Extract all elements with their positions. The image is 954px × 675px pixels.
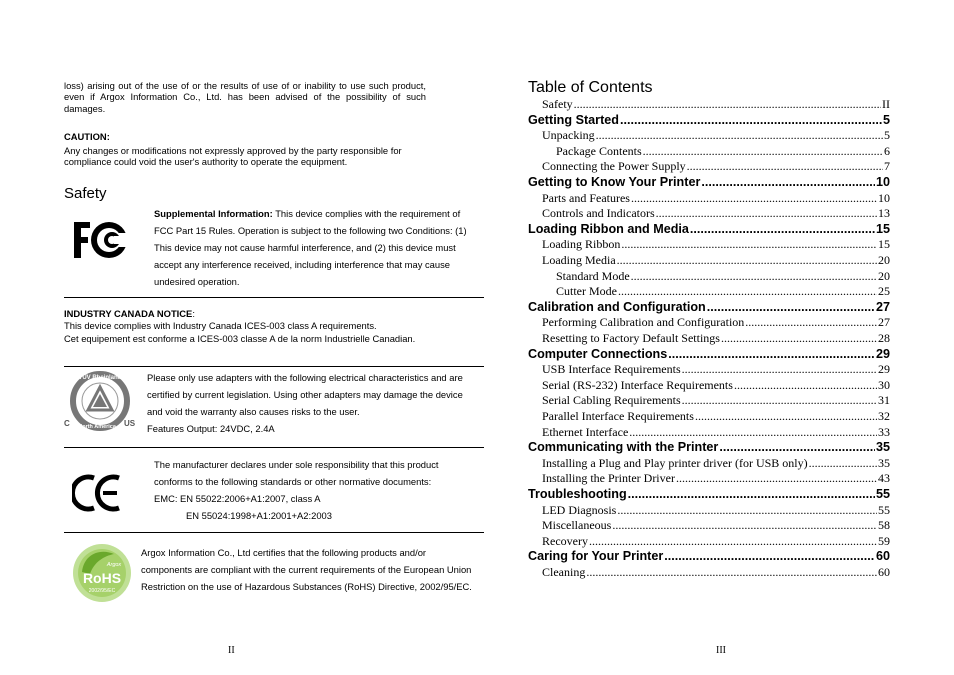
toc-entry-label: Calibration and Configuration <box>528 299 706 314</box>
toc-entry-page: 10 <box>875 175 890 189</box>
toc-entry-label: Cutter Mode <box>556 284 617 299</box>
toc-title: Table of Contents <box>528 79 653 96</box>
toc-entry-page: 15 <box>878 237 890 252</box>
ce-line2: conforms to the following standards or other normative documents: <box>154 476 432 487</box>
ce-line1: The manufacturer declares under sole responsibility that this product <box>154 459 439 470</box>
toc-entry[interactable] <box>528 113 890 127</box>
toc-entry-label: Resetting to Factory Default Settings <box>542 331 720 345</box>
toc-leader-dots <box>664 549 875 563</box>
divider <box>64 447 484 448</box>
toc-entry-page: 55 <box>875 487 890 501</box>
toc-leader-dots <box>620 113 882 127</box>
toc-entry-page: 29 <box>875 346 890 361</box>
toc-entry-page: 29 <box>878 362 890 377</box>
svg-text:RoHS: RoHS <box>82 570 122 586</box>
canada-line2: Cet equipement est conforme a ICES-003 classe A de la norm Industrielle Canadian. <box>64 333 416 344</box>
toc-leader-dots <box>629 425 877 440</box>
toc-entry[interactable] <box>528 456 890 471</box>
toc-entry-page: 32 <box>878 409 890 423</box>
toc-entry-page: 5 <box>882 112 890 127</box>
toc-entry-page: 43 <box>878 471 890 486</box>
toc-entry-label: Cleaning <box>542 565 586 579</box>
toc-entry-label: Installing a Plug and Play printer driver (for USB only) <box>542 455 808 470</box>
toc-entry-page: 25 <box>878 284 890 299</box>
right-page-number: III <box>716 645 726 656</box>
toc-leader-dots <box>586 565 877 580</box>
toc-entry-page: 31 <box>878 393 890 408</box>
toc-entry-page: 60 <box>875 549 890 564</box>
canada-heading: INDUSTRY CANADA NOTICE <box>64 308 193 319</box>
toc-entry[interactable] <box>528 549 890 563</box>
toc-entry[interactable] <box>528 534 890 549</box>
divider <box>64 297 484 298</box>
toc-entry[interactable] <box>528 237 890 252</box>
toc-entry[interactable] <box>528 222 890 236</box>
left-page-number: II <box>228 645 235 656</box>
toc-leader-dots <box>719 440 875 454</box>
divider <box>64 532 484 533</box>
toc-entry-label: Getting to Know Your Printer <box>528 175 701 189</box>
toc-entry-page: 35 <box>878 455 890 470</box>
toc-leader-dots <box>656 206 877 221</box>
toc-entry-page: 6 <box>884 143 890 158</box>
toc-entry-label: Communicating with the Printer <box>528 440 719 455</box>
toc-entry-label: Standard Mode <box>556 268 630 283</box>
toc-leader-dots <box>676 471 877 486</box>
toc-entry-label: Unpacking <box>542 128 595 143</box>
fcc-text: This device complies with the requirement of FCC Part 15 Rules. Operation is subject to the following two Conditions: (1) This device may not cause harmful interference, and (2) this device must accept any interference received, including interference that may cause undesired operation. <box>154 208 467 287</box>
toc-leader-dots <box>617 253 877 268</box>
toc-entry[interactable] <box>528 144 890 159</box>
rohs-leaf-icon <box>70 542 134 604</box>
toc-entry-page: 10 <box>878 190 890 205</box>
toc-entry-label: Caring for Your Printer <box>528 549 664 564</box>
ce-line3: EMC: EN 55022:2006+A1:2007, class A <box>154 493 321 504</box>
safety-heading: Safety <box>64 185 107 202</box>
toc-entry[interactable] <box>528 253 890 268</box>
toc-entry-label: Parallel Interface Requirements <box>542 409 694 423</box>
toc-entry-label: Loading Ribbon <box>542 237 621 252</box>
svg-text:Argox: Argox <box>106 562 122 568</box>
rohs-text: Argox Information Co., Ltd certifies that the following products and/or components are compliant with the current requirements of the European Union Restriction on the use of Hazardous Substances (RoHS) Directive, 2002/95/EC. <box>141 547 472 592</box>
toc-leader-dots <box>690 222 875 236</box>
toc-entry[interactable] <box>528 284 890 299</box>
toc-entry-page: 20 <box>878 253 890 267</box>
toc-entry-label: Performing Calibration and Configuration <box>542 315 745 330</box>
toc-entry-label: Troubleshooting <box>528 487 627 501</box>
rohs-logo <box>70 542 134 604</box>
toc-entry-page: 35 <box>875 440 890 455</box>
toc-leader-dots <box>631 191 877 206</box>
toc-entry[interactable] <box>528 269 890 284</box>
toc-entry-label: USB Interface Requirements <box>542 362 681 377</box>
fcc-logo <box>72 220 130 260</box>
toc-entry-page: 58 <box>878 518 890 533</box>
toc-leader-dots <box>687 159 883 174</box>
toc-entry-label: Getting Started <box>528 112 619 127</box>
toc-leader-dots <box>695 409 877 424</box>
toc-entry[interactable] <box>528 206 890 221</box>
toc-entry-page: 5 <box>884 128 890 143</box>
toc-entry-label: Computer Connections <box>528 346 668 361</box>
intro-paragraph: loss) arising out of the use of or the results of use of or inability to use such product, even if Argox Information Co., Ltd. has been advised of the possibility of such damages. <box>64 80 426 114</box>
toc-leader-dots <box>618 284 877 299</box>
toc-entry[interactable] <box>528 128 890 143</box>
svg-text:TÜV Rheinland: TÜV Rheinland <box>78 375 122 381</box>
toc-entry-label: Parts and Features <box>542 190 630 205</box>
toc-leader-dots <box>589 534 877 549</box>
toc-leader-dots <box>621 237 877 252</box>
toc-entry[interactable] <box>528 97 890 112</box>
toc-leader-dots <box>721 331 877 346</box>
svg-text:US: US <box>124 419 136 428</box>
toc-leader-dots <box>809 456 877 471</box>
canada-heading-line: INDUSTRY CANADA NOTICE: <box>64 308 195 319</box>
toc-entry[interactable] <box>528 300 890 314</box>
toc-leader-dots <box>734 378 877 393</box>
toc-entry-page: 27 <box>875 299 890 314</box>
svg-text:of North America, Inc.: of North America, Inc. <box>71 424 129 430</box>
canada-line1: This device complies with Industry Canada ICES-003 class A requirements. <box>64 320 377 331</box>
toc-entry[interactable] <box>528 315 890 330</box>
toc-entry-page: 27 <box>878 315 890 330</box>
ce-line4: EN 55024:1998+A1:2001+A2:2003 <box>186 510 332 521</box>
toc-entry[interactable] <box>528 393 890 408</box>
toc-entry-label: LED Diagnosis <box>542 502 617 517</box>
tuv-output: Features Output: 24VDC, 2.4A <box>147 423 275 434</box>
tuv-text: Please only use adapters with the following electrical characteristics and are certified by current legislation. Using other adapters may damage the device and void the warranty also causes risks to the user. <box>147 372 463 417</box>
toc-entry-page: 55 <box>878 502 890 517</box>
divider <box>64 366 484 367</box>
toc-entry[interactable] <box>528 159 890 174</box>
toc-entry[interactable] <box>528 471 890 486</box>
toc-entry-label: Serial (RS-232) Interface Requirements <box>542 377 733 392</box>
toc-entry[interactable] <box>528 487 890 501</box>
tuv-logo-icon <box>62 370 138 434</box>
ce-logo <box>72 472 124 514</box>
fcc-logo-icon <box>72 220 130 260</box>
toc-entry-page: 7 <box>884 159 890 174</box>
toc-entry[interactable] <box>528 440 890 454</box>
toc-leader-dots <box>612 518 877 533</box>
toc-entry-label: Recovery <box>542 533 588 548</box>
toc-entry-label: Serial Cabling Requirements <box>542 393 681 408</box>
toc-entry-page: 60 <box>878 565 890 579</box>
caution-heading: CAUTION: <box>64 131 110 142</box>
toc-leader-dots <box>574 97 881 112</box>
svg-text:2002/95/EC: 2002/95/EC <box>88 588 116 594</box>
toc-leader-dots <box>682 362 877 377</box>
svg-text:C: C <box>64 419 70 428</box>
toc-entry-label: Miscellaneous <box>542 518 612 533</box>
toc-leader-dots <box>701 175 875 189</box>
toc-entry-page: 28 <box>878 331 890 345</box>
toc-entry[interactable] <box>528 175 890 189</box>
toc-entry-page: 13 <box>878 206 890 221</box>
toc-entry[interactable] <box>528 565 890 580</box>
toc-entry-page: 20 <box>878 268 890 283</box>
toc-entry[interactable] <box>528 331 890 346</box>
toc-entry-label: Package Contents <box>556 143 642 158</box>
toc-entry[interactable] <box>528 362 890 377</box>
toc-entry[interactable] <box>528 191 890 206</box>
tuv-logo <box>62 370 138 434</box>
toc-leader-dots <box>628 487 875 501</box>
toc-entry-label: Connecting the Power Supply <box>542 159 686 174</box>
toc-entry-page: 59 <box>878 533 890 548</box>
toc-entry-label: Safety <box>542 97 573 111</box>
toc-entry[interactable] <box>528 503 890 518</box>
toc-entry-label: Loading Media <box>542 253 616 267</box>
toc-entry-page: 15 <box>875 221 890 236</box>
toc-entry-page: 33 <box>878 424 890 439</box>
toc-leader-dots <box>617 503 877 518</box>
ce-mark-icon <box>72 472 124 514</box>
toc-entry[interactable] <box>528 425 890 440</box>
toc-entry[interactable] <box>528 347 890 361</box>
toc-entry[interactable] <box>528 378 890 393</box>
toc-leader-dots <box>682 393 877 408</box>
toc-entry-label: Ethernet Interface <box>542 424 629 439</box>
toc-entry-label: Controls and Indicators <box>542 206 655 221</box>
toc-entry-page: II <box>882 97 890 111</box>
toc-leader-dots <box>668 347 875 361</box>
toc-leader-dots <box>745 315 877 330</box>
toc-entry-label: Loading Ribbon and Media <box>528 221 689 236</box>
toc-leader-dots <box>631 269 877 284</box>
toc-entry[interactable] <box>528 518 890 533</box>
toc-leader-dots <box>707 300 875 314</box>
toc-entry[interactable] <box>528 409 890 424</box>
toc-leader-dots <box>596 128 883 143</box>
fcc-notice <box>154 205 470 290</box>
caution-text: Any changes or modifications not expressly approved by the party responsible for compliance could void the user's authority to operate the equipment. <box>64 145 402 168</box>
toc-leader-dots <box>643 144 883 159</box>
fcc-label: Supplemental Information: <box>154 208 273 219</box>
toc-entry-label: Installing the Printer Driver <box>542 471 675 486</box>
toc-entry-page: 30 <box>878 377 890 392</box>
